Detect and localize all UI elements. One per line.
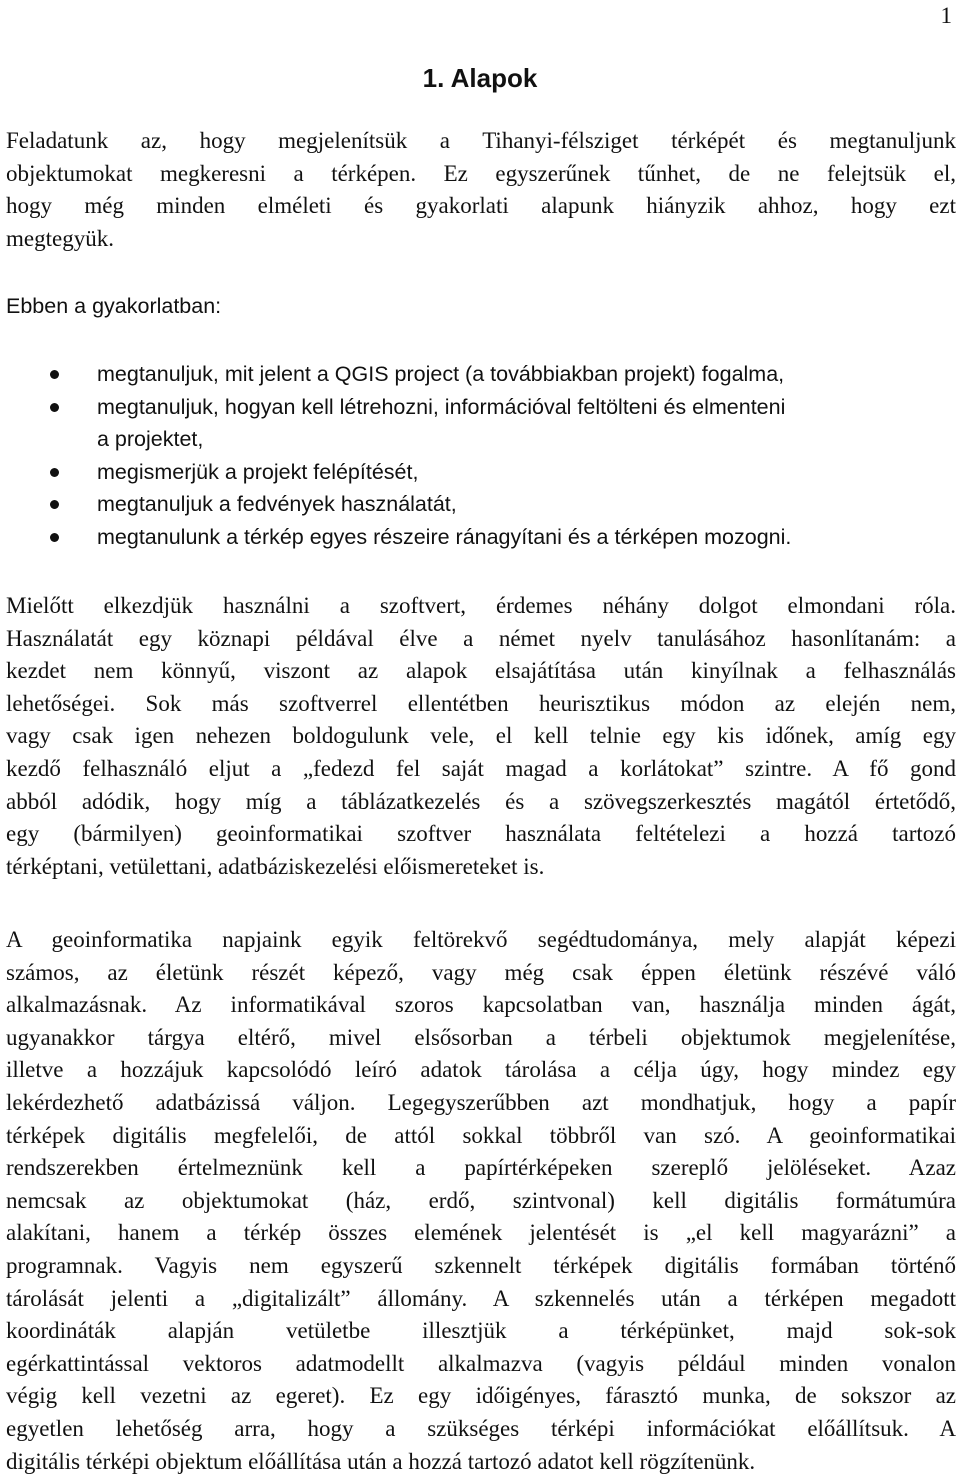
text-line: számos, az életünk részét képező, vagy még csak éppen életünk részévé váló	[6, 959, 956, 985]
section-heading: 1. Alapok	[422, 63, 538, 93]
text-line: abból adódik, hogy míg a táblázatkezelés és a szövegszerkesztés magától értetődő,	[6, 788, 956, 814]
text-line: vagy csak igen nehezen boldogulunk vele, el kell telnie egy kis időnek, amíg egy	[6, 723, 956, 749]
list-item	[0, 358, 960, 391]
list-item	[0, 488, 960, 521]
exercise-lead: Ebben a gyakorlatban:	[6, 294, 222, 318]
text-line: Feladatunk az, hogy megjelenítsük a Tihanyi-félsziget térképét és megtanuljunk	[6, 128, 956, 153]
text-line: lehetőségei. Sok más szoftverrel ellentétben heurisztikus módon az elején nem,	[6, 690, 956, 716]
text-line: végig kell vezetni az egeret). Ez egy időigényes, fárasztó munka, de sokszor az	[6, 1383, 956, 1409]
list-item	[0, 391, 960, 456]
list-item-text: megtanuljuk, hogyan kell létrehozni, információval feltölteni és elmenteni a projektet,	[97, 394, 786, 451]
text-line: kezdet nem könnyű, viszont az alapok elsajátítása után kinyílnak a felhasználás	[6, 658, 956, 684]
list-item	[0, 456, 960, 489]
list-item-text: megtanuljuk, mit jelent a QGIS project (a továbbiakban projekt) fogalma,	[97, 362, 785, 386]
bullet-icon	[50, 403, 59, 412]
text-line: alkalmazásnak. Az informatikával szoros kapcsolatban van, használja minden ágát,	[6, 992, 956, 1018]
text-line: egy (bármilyen) geoinformatikai szoftver használata feltételezi a hozzá tartozó	[6, 821, 956, 847]
text-line: digitális térképi objektum előállítása után a hozzá tartozó adatot kell rögzítenünk.	[6, 1448, 756, 1474]
intro-paragraph	[6, 125, 956, 255]
text-line: koordináták alapján vetületbe illesztjük a térképünket, majd sok-sok	[6, 1318, 956, 1344]
text-line: Mielőtt elkezdjük használni a szoftvert, érdemes néhány dolgot elmondani róla.	[6, 593, 956, 618]
list-item-text: megtanulunk a térkép egyes részeire ránagyítani és a térképen mozogni.	[97, 524, 792, 549]
text-line: megtegyük.	[6, 225, 114, 251]
text-line: egyetlen lehetőség arra, hogy a szükséges térképi információkat előállítsuk. A	[6, 1415, 956, 1441]
text-line: nemcsak az objektumokat (ház, erdő, szintvonal) kell digitális formátumúra	[6, 1187, 956, 1213]
bullet-icon	[50, 533, 59, 542]
bullet-icon	[50, 370, 59, 379]
bullet-icon	[50, 468, 59, 477]
software-paragraph	[6, 590, 956, 883]
list-item-text: megismerjük a projekt felépítését,	[97, 459, 419, 484]
text-line: rendszerekben értelmeznünk kell a papírtérképeken szereplő jelöléseket. Azaz	[6, 1155, 956, 1181]
text-line: egérkattintással vektoros adatmodellt alkalmazva (vagyis például minden vonalon	[6, 1350, 956, 1376]
text-line: Használatát egy köznapi példával élve a német nyelv tanulásához hasonlítanám: a	[6, 625, 956, 651]
text-line: tárolását jelenti a „digitalizált” állomány. A szkennelés után a térképen megadott	[6, 1285, 956, 1311]
objectives-list	[0, 358, 960, 553]
text-line: programnak. Vagyis nem egyszerű szkennelt térképek digitális formában történő	[6, 1252, 956, 1278]
bullet-icon	[50, 500, 59, 509]
text-line: illetve a hozzájuk kapcsolódó leíró adatok tárolása a célja úgy, hogy mindez egy	[6, 1057, 956, 1083]
text-line: térképek digitális megfelelői, de attól sokkal többről van szó. A geoinformatikai	[6, 1122, 956, 1148]
text-line: ugyanakkor tárgya eltérő, mivel elsősorban a térbeli objektumok megjelenítése,	[6, 1024, 956, 1050]
text-line: A geoinformatika napjaink egyik feltörekvő segédtudománya, mely alapját képezi	[6, 927, 956, 952]
text-line: hogy még minden elméleti és gyakorlati alapunk hiányzik ahhoz, hogy ezt	[6, 193, 956, 219]
page-number: 1	[940, 3, 952, 28]
text-line: térképtani, vetülettani, adatbáziskezelési előismereteket is.	[6, 853, 545, 879]
text-line: alakítani, hanem a térkép összes elemének jelentését is „el kell magyarázni” a	[6, 1220, 956, 1246]
geoinformatics-paragraph	[6, 924, 956, 1478]
text-line: objektumokat megkeresni a térképen. Ez egyszerűnek tűnhet, de ne felejtsük el,	[6, 160, 956, 186]
list-item-text: megtanuljuk a fedvények használatát,	[97, 492, 457, 516]
text-line: kezdő felhasználó eljut a „fedezd fel saját magad a korlátokat” szintre. A fő gond	[6, 755, 956, 781]
list-item	[0, 521, 960, 554]
text-line: lekérdezhető adatbázissá váljon. Legegyszerűbben azt mondhatjuk, hogy a papír	[6, 1089, 956, 1115]
